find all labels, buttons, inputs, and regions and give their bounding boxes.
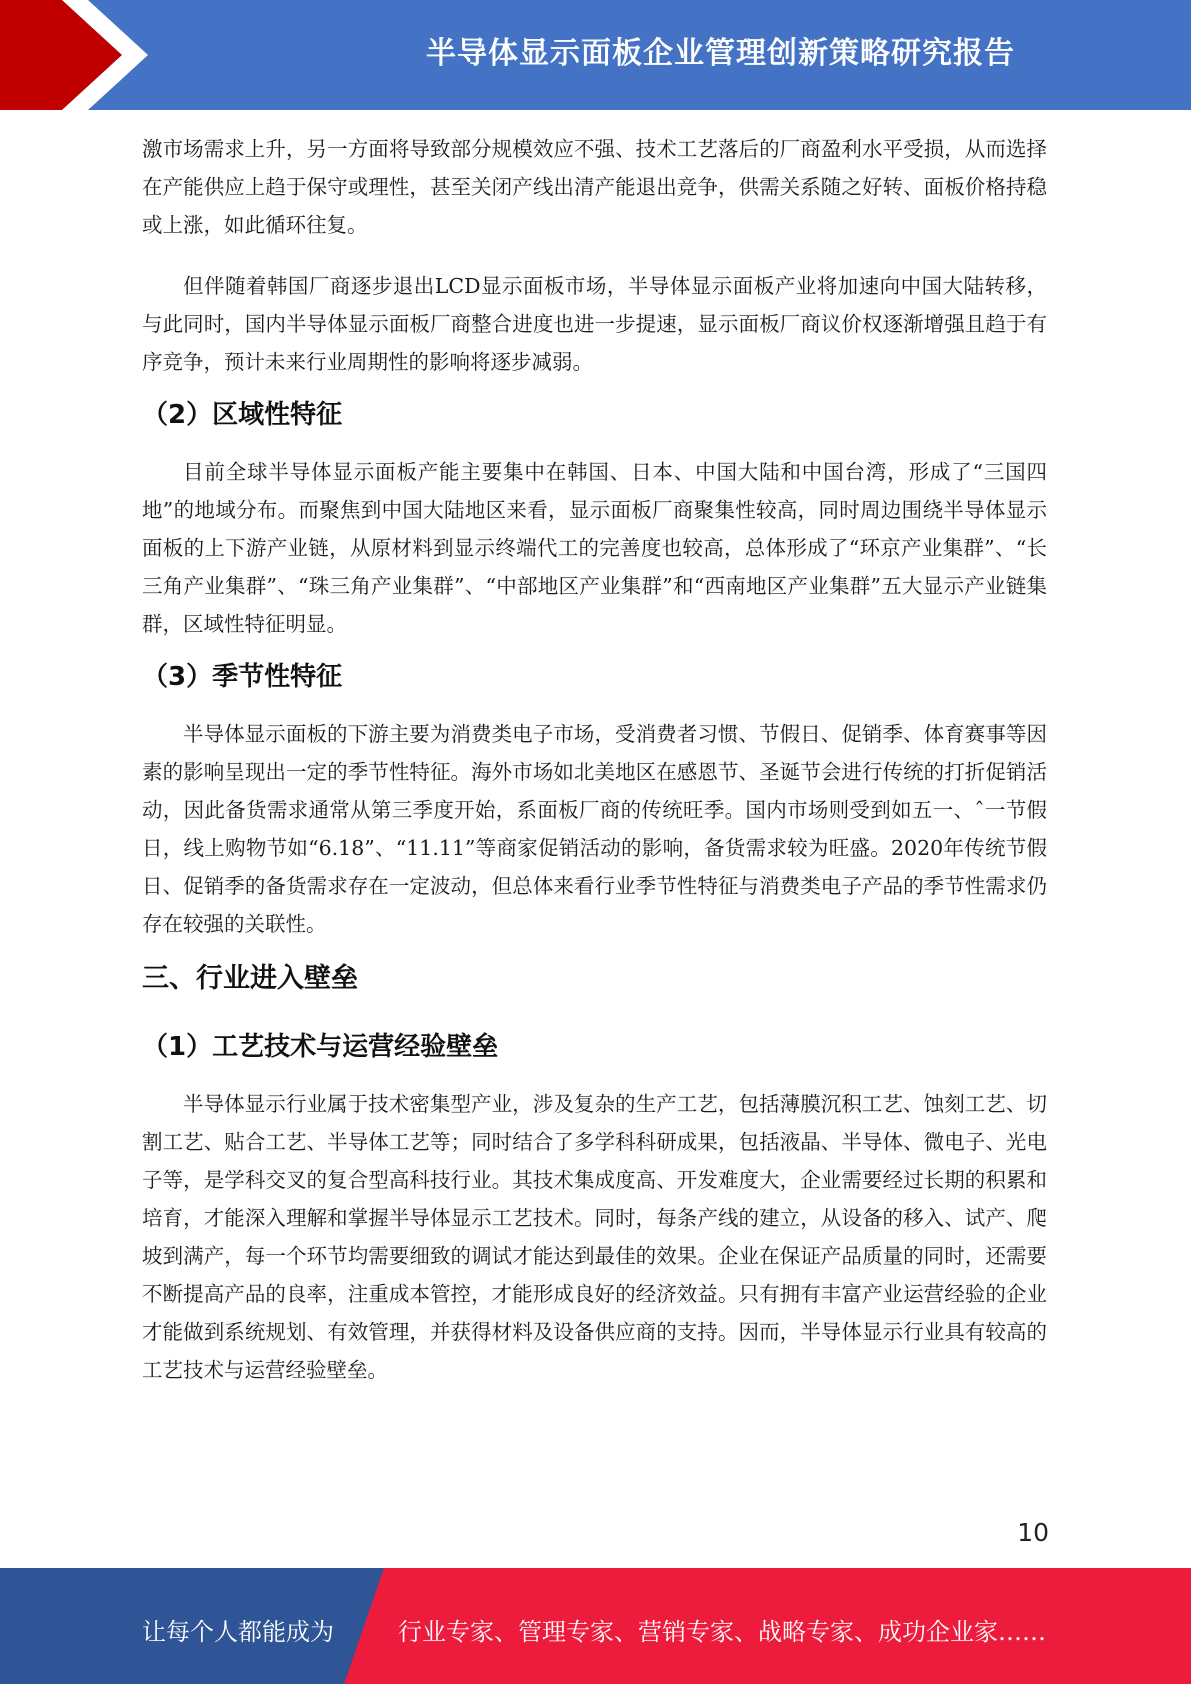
- document-body: [142, 130, 1047, 1389]
- paragraph-cycle-continued: 激市场需求上升，另一方面将导致部分规模效应不强、技术工艺落后的厂商盈利水平受损，从而选择在产能供应上趋于保守或理性，甚至关闭产线出清产能退出竞争，供需关系随之好转、面板价格持稳或上涨，如此循环往复。: [142, 137, 1047, 237]
- paragraph-korea-exit: 但伴随着韩国厂商逐步退出LCD显示面板市场，半导体显示面板产业将加速向中国大陆转移，与此同时，国内半导体显示面板厂商整合进度也进一步提速，显示面板厂商议价权逐渐增强且趋于有序竞争，预计未来行业周期性的影响将逐步减弱。: [142, 274, 1047, 374]
- heading-entry-barriers: 三、行业进入壁垒: [142, 963, 358, 994]
- paragraph-seasonal: 半导体显示面板的下游主要为消费类电子市场，受消费者习惯、节假日、促销季、体育赛事等因素的影响呈现出一定的季节性特征。海外市场如北美地区在感恩节、圣诞节会进行传统的打折促销活动，因此备货需求通常从第三季度开始，系面板厂商的传统旺季。国内市场则受到如五一、ˆ一节假日，线上购物节如“6.18”、“11.11”等商家促销活动的影响，备货需求较为旺盛。2020年传统节假日、促销季的备货需求存在一定波动，但总体来看行业季节性特征与消费类电子产品的季节性需求仍存在较强的关联性。: [142, 722, 1047, 936]
- heading-tech-barriers: （1）工艺技术与运营经验壁垒: [142, 1032, 499, 1062]
- paragraph-tech-barriers: 半导体显示行业属于技术密集型产业，涉及复杂的生产工艺，包括薄膜沉积工艺、蚀刻工艺、切割工艺、贴合工艺、半导体工艺等；同时结合了多学科科研成果，包括液晶、半导体、微电子、光电子等，是学科交叉的复合型高科技行业。其技术集成度高、开发难度大，企业需要经过长期的积累和培育，才能深入理解和掌握半导体显示工艺技术。同时，每条产线的建立，从设备的移入、试产、爬坡到满产，每一个环节均需要细致的调试才能达到最佳的效果。企业在保证产品质量的同时，还需要不断提高产品的良率，注重成本管控，才能形成良好的经济效益。只有拥有丰富产业运营经验的企业才能做到系统规划、有效管理，并获得材料及设备供应商的支持。因而，半导体显示行业具有较高的工艺技术与运营经验壁垒。: [142, 1092, 1047, 1382]
- footer-slogan-left: 让每个人都能成为: [142, 1618, 334, 1646]
- header-bar: [0, 0, 1191, 110]
- heading-seasonal-features: （3）季节性特征: [142, 662, 343, 692]
- report-title: 半导体显示面板企业管理创新策略研究报告: [426, 36, 1015, 71]
- paragraph-regional: 目前全球半导体显示面板产能主要集中在韩国、日本、中国大陆和中国台湾，形成了“三国四地”的地域分布。而聚焦到中国大陆地区来看，显示面板厂商聚集性较高，同时周边围绕半导体显示面板的上下游产业链，从原材料到显示终端代工的完善度也较高，总体形成了“环京产业集群”、“长三角产业集群”、“珠三角产业集群”、“中部地区产业集群”和“西南地区产业集群”五大显示产业链集群，区域性特征明显。: [142, 460, 1047, 636]
- footer-slogan-right: 行业专家、管理专家、营销专家、战略专家、成功企业家……: [398, 1618, 1046, 1646]
- page-number: 10: [1017, 1518, 1049, 1547]
- heading-regional-features: （2）区域性特征: [142, 400, 343, 430]
